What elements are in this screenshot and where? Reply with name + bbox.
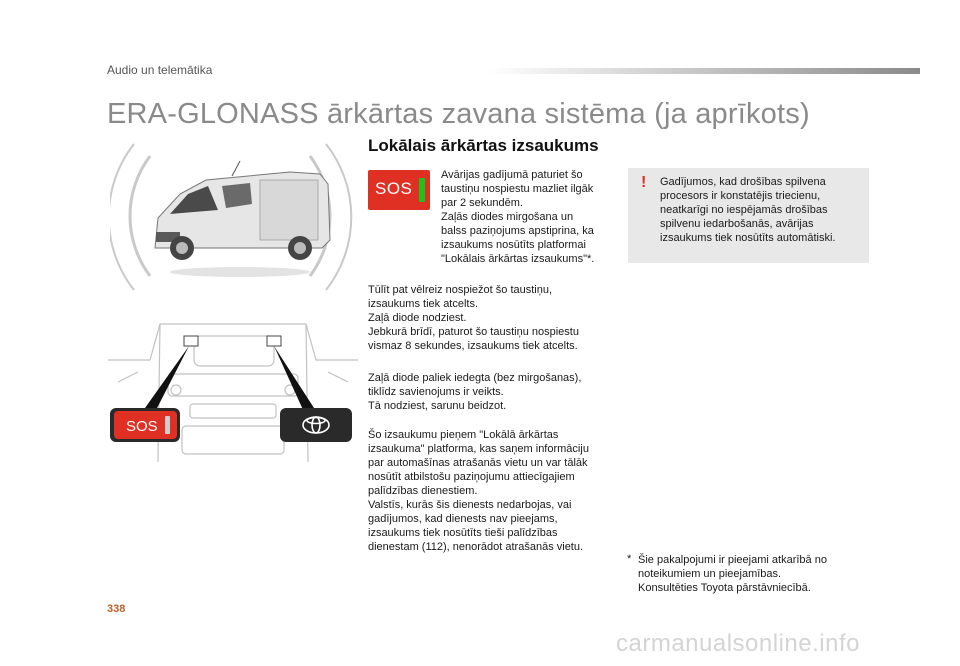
footnote-text: Šie pakalpojumi ir pieejami atkarībā no noteikumiem un pieejamības. Konsultēties Toyota pārstāvniecībā. (638, 554, 827, 594)
footnote-marker: * (627, 553, 632, 565)
page-number: 338 (107, 603, 126, 615)
console-illustration (108, 312, 358, 472)
paragraph-cancel: Tūlīt pat vēlreiz nospiežot šo taustiņu, izsaukums tiek atcelts. Zaļā diode nodziest. Jebkurā brīdī, paturot šo taustiņu nospiestu vismaz 8 sekundes, izsaukums tiek atcelts. (368, 284, 579, 352)
section-heading: Lokālais ārkārtas izsaukums (368, 136, 599, 155)
header-gradient-bar (488, 68, 920, 74)
paragraph-led: Zaļā diode paliek iedegta (bez mirgošanas), tiklīdz savienojums ir veikts. Tā nodziest, sarunu beidzot. (368, 372, 582, 412)
assistance-button[interactable] (280, 408, 352, 442)
van-body (155, 172, 330, 277)
paragraph-platform: Šo izsaukumu pieņem "Lokālā ārkārtas izsaukuma" platforma, kas saņem informāciju par automašīnas atrašanās vietu un var tālāk nosūtīt atbilstošu paziņojumu attiecīgajiem palīdzības dienestiem. Valstīs, kurās šis dienests nedarbojas, vai gadījumos, kad dienests nav pieejams, izsaukums tiek nosūtīts tieši palīdzības dienestam (112), nenorādot atrašanās vietu. (368, 429, 589, 553)
green-led-icon (419, 178, 425, 202)
watermark: carmanualsonline.info (616, 630, 860, 657)
callout-right (274, 346, 314, 412)
sos-button[interactable] (110, 408, 180, 442)
warning-text: Gadījumos, kad drošības spilvena procesors ir konstatējis triecienu, neatkarīgi no iespējamās drošības spilvenu iedarbošanās, avārijas izsaukums tiek nosūtīts automātiski. (660, 176, 836, 244)
sos-button-label: SOS (126, 418, 158, 435)
van-illustration (110, 136, 354, 296)
section-label: Audio un telemātika (107, 63, 213, 77)
sos-badge-label: SOS (375, 179, 413, 198)
intro-text: Avārijas gadījumā paturiet šo taustiņu nospiestu mazliet ilgāk par 2 sekundēm. Zaļās diodes mirgošana un balss paziņojums apstiprina, ka izsaukums nosūtīts platformai "Lokālais ārkārtas izsaukums"*. (441, 169, 595, 265)
page-title: ERA-GLONASS ārkārtas zavana sistēma (ja aprīkots) (107, 98, 810, 130)
sos-badge-icon (368, 170, 430, 210)
warning-icon: ! (641, 174, 647, 191)
